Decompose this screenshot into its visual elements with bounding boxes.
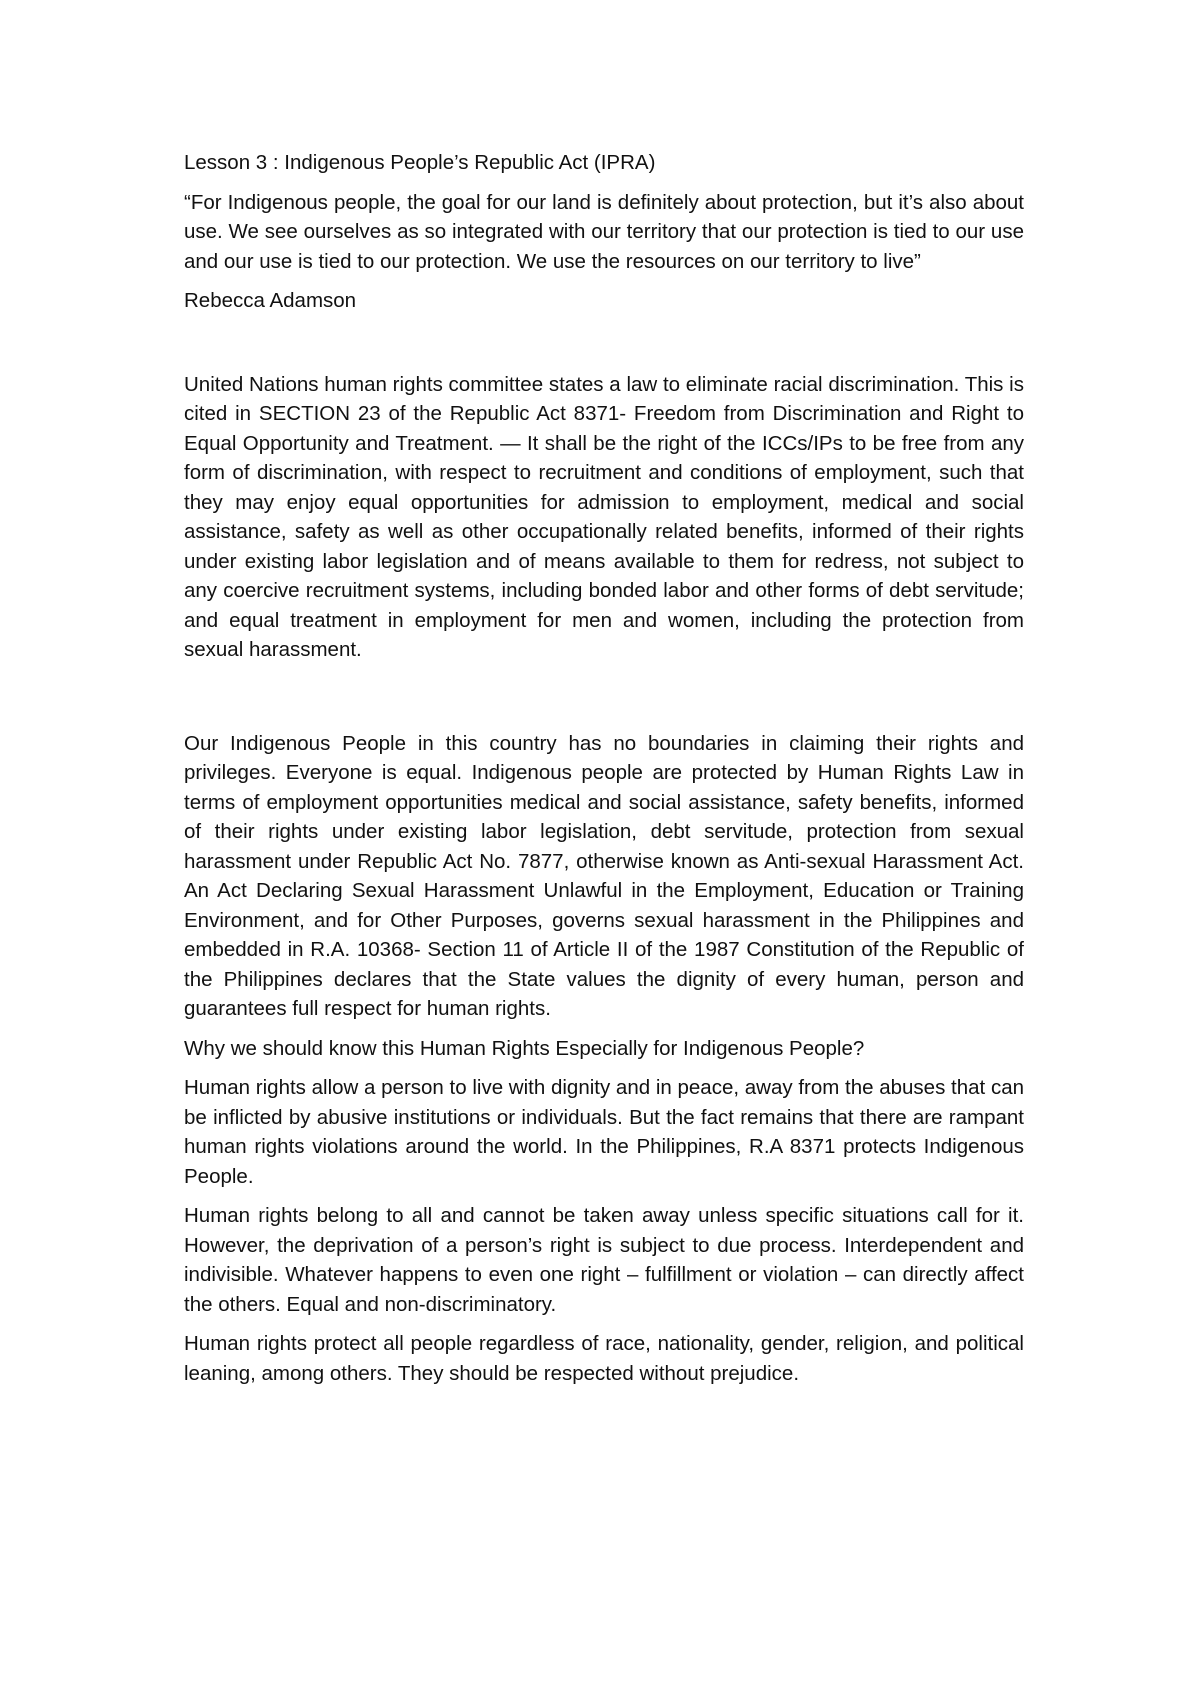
paragraph-un-committee: United Nations human rights committee states a law to eliminate racial discrimination. This is cited in SECTION 23 of the Republic Act 8371- Freedom from Discrimination and Right to Equal Opportunity and Treatment. — It shall be the right of the ICCs/IPs to be free from any form of discrimination, with respect to recruitment and conditions of employment, such that they may enjoy equal opportunities for admission to employment, medical and social assistance, safety as well as other occupationally related benefits, informed of their rights under existing labor legislation and of means available to them for redress, not subject to any coercive recruitment systems, including bonded labor and other forms of debt servitude; and equal treatment in employment for men and women, including the protection from sexual harassment. xyxy=(184,372,1024,661)
lesson-title: Lesson 3 : Indigenous People’s Republic Act (IPRA) xyxy=(184,151,656,174)
paragraph-human-rights-dignity: Human rights allow a person to live with dignity and in peace, away from the abuses that can be inflicted by abusive institutions or individuals. But the fact remains that there are rampant human rights violations around the world. In the Philippines, R.A 8371 protects Indigenous People. xyxy=(184,1076,1024,1188)
quote-author: Rebecca Adamson xyxy=(184,289,357,312)
paragraph-indigenous-rights: Our Indigenous People in this country has no boundaries in claiming their rights and privileges. Everyone is equal. Indigenous people are protected by Human Rights Law in terms of employment opportunities medical and social assistance, safety benefits, informed of their rights under existing labor legislation, debt servitude, protection from sexual harassment under Republic Act No. 7877, otherwise known as Anti-sexual Harassment Act. An Act Declaring Sexual Harassment Unlawful in the Employment, Education or Training Environment, and for Other Purposes, governs sexual harassment in the Philippines and embedded in R.A. 10368- Section 11 of Article II of the 1987 Constitution of the Republic of the Philippines declares that the State values the dignity of every human, person and guarantees full respect for human rights. xyxy=(184,731,1024,1020)
paragraph-human-rights-belong: Human rights belong to all and cannot be taken away unless specific situations call for it. However, the deprivation of a person’s right is subject to due process. Interdependent and indivisible. Whatever happens to even one right – fulfillment or violation – can directly affect the others. Equal and non-discriminatory. xyxy=(184,1204,1024,1316)
opening-quote: “For Indigenous people, the goal for our land is definitely about protection, but it’s also about use. We see ourselves as so integrated with our territory that our protection is tied to our use and our use is tied to our protection. We use the resources on our territory to live” xyxy=(184,190,1024,273)
paragraph-human-rights-protect: Human rights protect all people regardless of race, nationality, gender, religion, and political leaning, among others. They should be respected without prejudice. xyxy=(184,1332,1024,1385)
section-question: Why we should know this Human Rights Especially for Indigenous People? xyxy=(184,1036,865,1060)
document-body xyxy=(184,148,1024,1398)
